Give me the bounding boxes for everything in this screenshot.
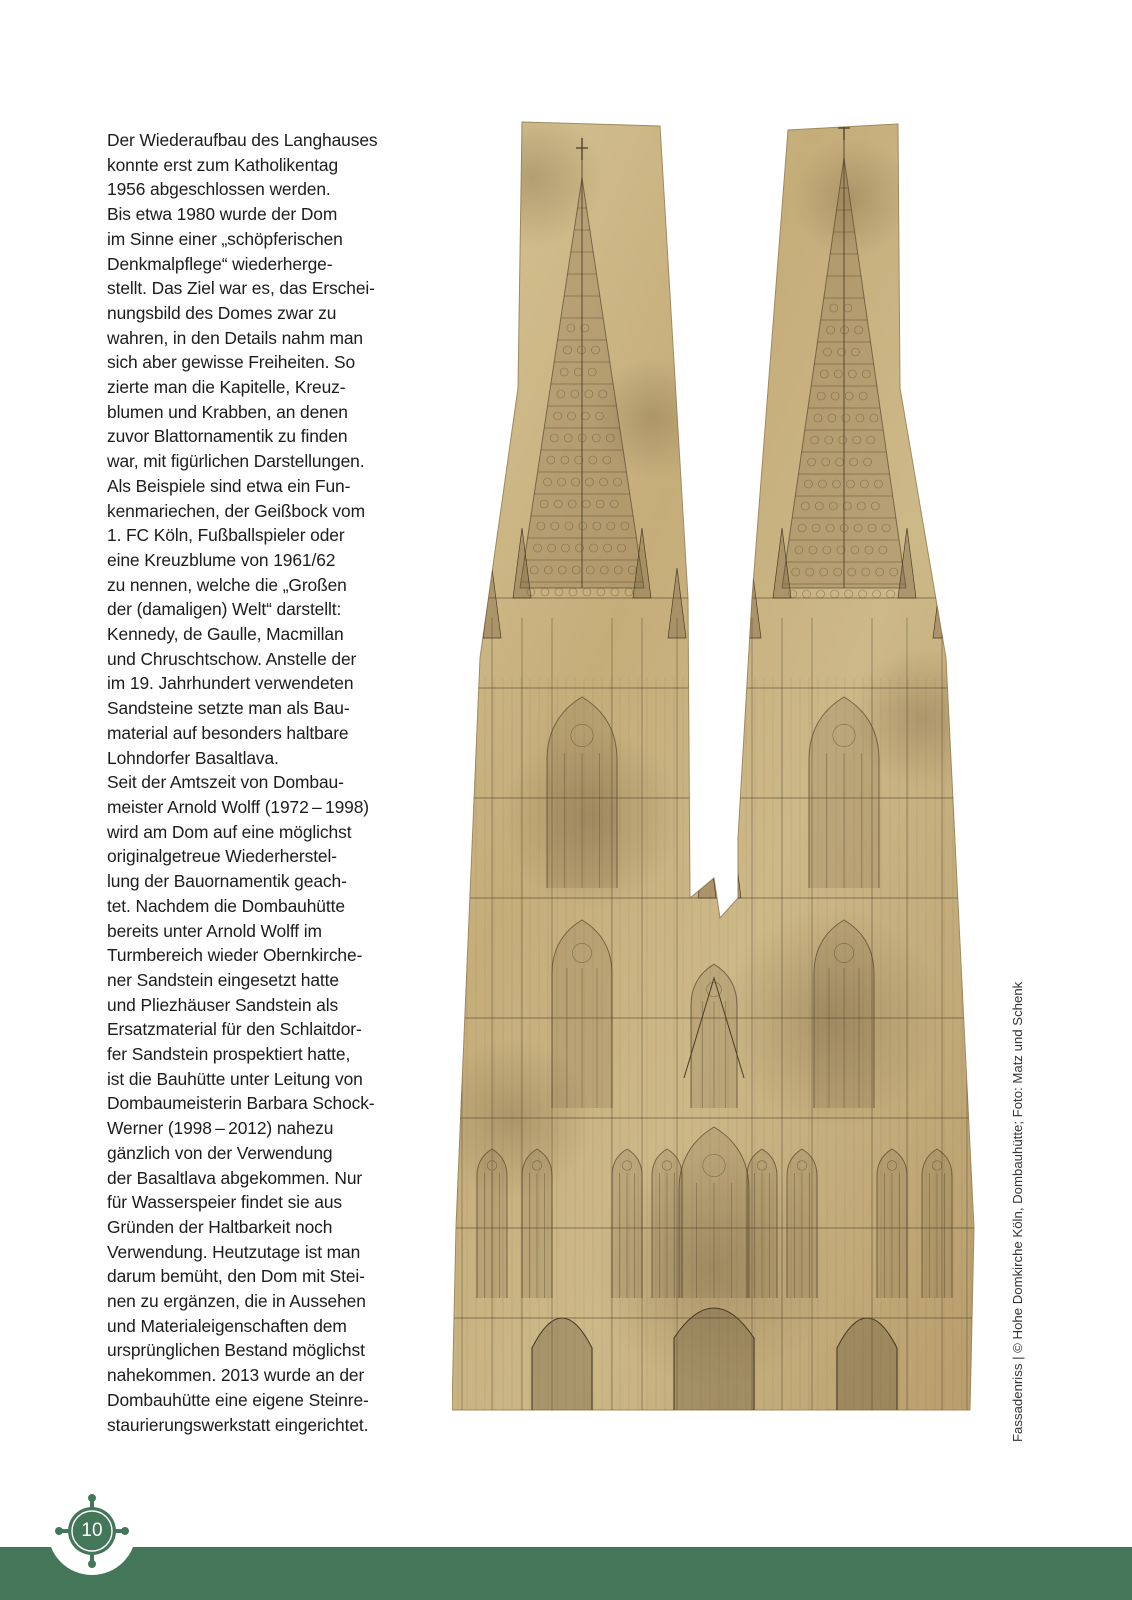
portal-arch bbox=[532, 1318, 592, 1410]
page-number: 10 bbox=[81, 1520, 103, 1541]
body-text-line: fer Sandstein prospektiert hatte, bbox=[107, 1044, 351, 1065]
body-text-line: nungsbild des Domes zwar zu bbox=[107, 302, 337, 323]
body-text-line: Denkmalpflege“ wiederherge- bbox=[107, 253, 333, 274]
body-text-line: Seit der Amtszeit von Dombau- bbox=[107, 772, 344, 793]
body-text-line: und Pliezhäuser Sandstein als bbox=[107, 994, 339, 1015]
body-text-line: für Wasserspeier findet sie aus bbox=[107, 1192, 342, 1213]
body-text-line: nen zu ergänzen, die in Aussehen bbox=[107, 1291, 366, 1312]
body-text-line: 1. FC Köln, Fußballspieler oder bbox=[107, 525, 345, 546]
body-text-line: darum bemüht, den Dom mit Stei- bbox=[107, 1266, 365, 1287]
body-text-line: staurierungswerkstatt eingerichtet. bbox=[107, 1414, 369, 1435]
portal-arch bbox=[674, 1308, 754, 1410]
body-text-line: Als Beispiele sind etwa ein Fun- bbox=[107, 475, 351, 496]
body-text-line: konnte erst zum Katholikentag bbox=[107, 154, 339, 175]
pinnacle bbox=[698, 828, 716, 898]
body-text-line: der Basaltlava abgekommen. Nur bbox=[107, 1167, 363, 1188]
body-text-line: ursprünglichen Bestand möglichst bbox=[107, 1340, 365, 1361]
body-text-line: nahekommen. 2013 wurde an der bbox=[107, 1365, 365, 1386]
body-text-column bbox=[107, 128, 407, 1437]
body-text-line: ner Sandstein eingesetzt hatte bbox=[107, 969, 339, 990]
photo-credit: Fassadenriss | © Hohe Domkirche Köln, Dombauhütte; Foto: Matz und Schenk bbox=[1010, 981, 1025, 1442]
facade-drawing-image bbox=[452, 118, 1002, 1443]
body-text-line: zu nennen, welche die „Großen bbox=[107, 574, 347, 595]
body-text-line: Werner (1998 – 2012) nahezu bbox=[107, 1118, 334, 1139]
body-text-line: Ersatzmaterial für den Schlaitdor- bbox=[107, 1019, 362, 1040]
body-text-line: stellt. Das Ziel war es, das Erschei- bbox=[107, 278, 375, 299]
body-text-line: material auf besonders haltbare bbox=[107, 722, 349, 743]
body-text-line: gänzlich von der Verwendung bbox=[107, 1142, 333, 1163]
body-text-line: zierte man die Kapitelle, Kreuz- bbox=[107, 377, 346, 398]
body-text-line: Gründen der Haltbarkeit noch bbox=[107, 1216, 333, 1237]
body-text-line: und Chruschtschow. Anstelle der bbox=[107, 648, 357, 669]
portal-arch bbox=[837, 1318, 897, 1410]
body-text-line: bereits unter Arnold Wolff im bbox=[107, 920, 322, 941]
body-text-line: lung der Bauornamentik geach- bbox=[107, 871, 347, 892]
body-text-line: zuvor Blattornamentik zu finden bbox=[107, 426, 348, 447]
body-text-line: im Sinne einer „schöpferischen bbox=[107, 228, 343, 249]
body-text-line: kenmariechen, der Geißbock vom bbox=[107, 500, 365, 521]
body-text-line: ist die Bauhütte unter Leitung von bbox=[107, 1068, 363, 1089]
body-text-line: im 19. Jahrhundert verwendeten bbox=[107, 673, 354, 694]
body-text-line: Bis etwa 1980 wurde der Dom bbox=[107, 204, 338, 225]
body-text-line: Turmbereich wieder Obernkirche- bbox=[107, 945, 363, 966]
body-text-line: wird am Dom auf eine möglichst bbox=[107, 821, 352, 842]
body-text-line: Sandsteine setzte man als Bau- bbox=[107, 698, 350, 719]
page-number-badge bbox=[48, 1487, 136, 1575]
body-text-line: 1956 abgeschlossen werden. bbox=[107, 179, 331, 200]
body-text-line: Lohndorfer Basaltlava. bbox=[107, 747, 279, 768]
body-text-line: war, mit figürlichen Darstellungen. bbox=[107, 451, 365, 472]
body-text-line: wahren, in den Details nahm man bbox=[107, 327, 363, 348]
body-text-line: sich aber gewisse Freiheiten. So bbox=[107, 352, 356, 373]
body-text-line: der (damaligen) Welt“ darstellt: bbox=[107, 599, 342, 620]
body-text-line: Dombaumeisterin Barbara Schock- bbox=[107, 1093, 375, 1114]
body-text-line: Kennedy, de Gaulle, Macmillan bbox=[107, 624, 344, 645]
body-text-line: tet. Nachdem die Dombauhütte bbox=[107, 895, 345, 916]
body-text-line: und Materialeigenschaften dem bbox=[107, 1315, 347, 1336]
body-text-line: Der Wiederaufbau des Langhauses bbox=[107, 130, 378, 150]
body-text-line: blumen und Krabben, an denen bbox=[107, 401, 348, 422]
body-text-line: Dombauhütte eine eigene Steinre- bbox=[107, 1389, 369, 1410]
body-text-line: Verwendung. Heutzutage ist man bbox=[107, 1241, 361, 1262]
body-text-line: eine Kreuzblume von 1961/62 bbox=[107, 549, 336, 570]
footer-band bbox=[0, 1547, 1132, 1600]
body-text-line: originalgetreue Wiederherstel- bbox=[107, 846, 337, 867]
body-text-line: meister Arnold Wolff (1972 – 1998) bbox=[107, 796, 369, 817]
